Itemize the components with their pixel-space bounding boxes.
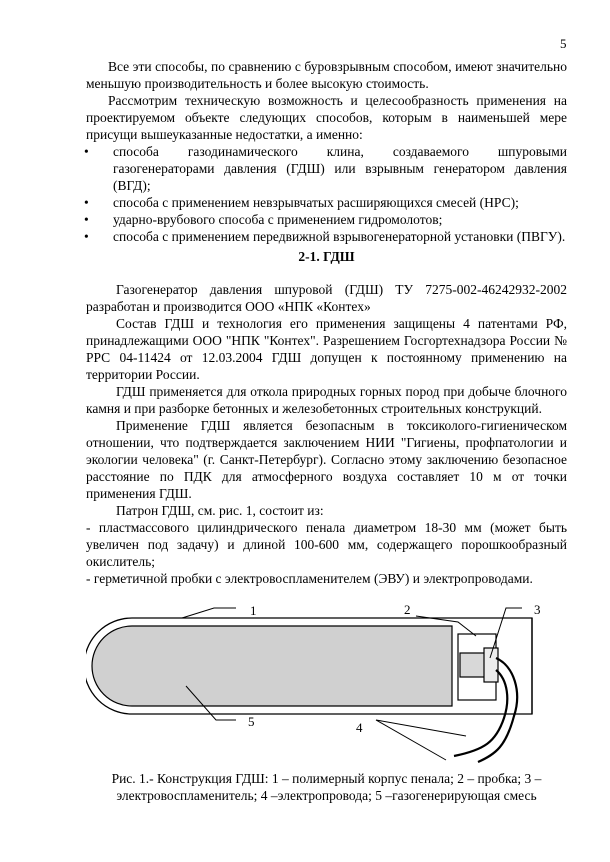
list-item: • ударно-врубового способа с применением гидромолотов; [86,211,567,228]
intro-paragraph-1: Все эти способы, по сравнению с буровзрывным способом, имеют значительно меньшую производительность и более высокую стоимость. [86,59,567,91]
igniter-cap [484,648,498,682]
document-body [86,58,567,587]
igniter-body [460,653,486,677]
leader-1 [182,608,236,618]
figure-label-1: 1 [250,603,257,618]
figure-label-2: 2 [404,602,411,617]
page-number: 5 [560,36,567,51]
list-item: • способа с применением невзрывчатых расширяющихся смесей (НРС); [86,194,567,211]
gas-mixture [92,626,452,706]
list-item: • способа с применением передвижной взрывогенераторной установки (ПВГУ). [86,228,567,245]
paragraph-patents: Состав ГДШ и технология его применения защищены 4 патентами РФ, принадлежащими ООО "НПК "Контех". Разрешением Госгортехнадзора России № РРС 04-11424 от 12.03.2004 ГДШ допущен к постоянному применению на территории России. [86,316,567,382]
list-item: • способа газодинамического клина, создаваемого шпуровыми газогенераторами давления (ГДШ) или взрывным генератором давления (ВГД); [86,143,567,194]
figure-caption: Рис. 1.- Конструкция ГДШ: 1 – полимерный корпус пенала; 2 – пробка; 3 – электровоспламенитель; 4 –электропровода; 5 –газогенерирующая смесь [111,771,542,803]
paragraph-composition: Патрон ГДШ, см. рис. 1, состоит из: [116,503,324,518]
section-title: 2-1. ГДШ [298,249,355,264]
paragraph-safety: Применение ГДШ является безопасным в токсиколого-гигиеническом отношении, что подтверждается заключением НИИ "Гигиены, профпатологии и экологии человека" (г. Санкт-Петербург). Согласно этому заключению безопасное расстояние по ПДК для атмосферного воздуха составляет 10 м от точки применения ГДШ. [86,418,567,501]
figure-label-3: 3 [534,602,541,617]
paragraph-gdsh-intro: Газогенератор давления шпуровой (ГДШ) ТУ 7275-002-46242932-2002 разработан и производится ООО «НПК «Контех» [86,282,567,314]
dash-item: - пластмассового цилиндрического пенала диаметром 18-30 мм (может быть увеличен под задачу) и длиной 100-600 мм, содержащего порошкообразный окислитель; [86,520,567,569]
paragraph-usage: ГДШ применяется для откола природных горных пород при добыче блочного камня и при разборке бетонных и железобетонных строительных конструкций. [86,384,567,416]
intro-paragraph-2: Рассмотрим техническую возможность и целесообразность применения на проектируемом объекте следующих способов, которым в наименьшей мере присущи вышеуказанные недостатки, а именно: [86,93,567,142]
figure-label-5: 5 [248,714,255,729]
dash-item: - герметичной пробки с электровоспламенителем (ЭВУ) и электропроводами. [86,571,533,586]
methods-list [86,143,567,245]
figure-label-4: 4 [356,720,363,735]
figure-gdsh-construction [86,596,567,772]
